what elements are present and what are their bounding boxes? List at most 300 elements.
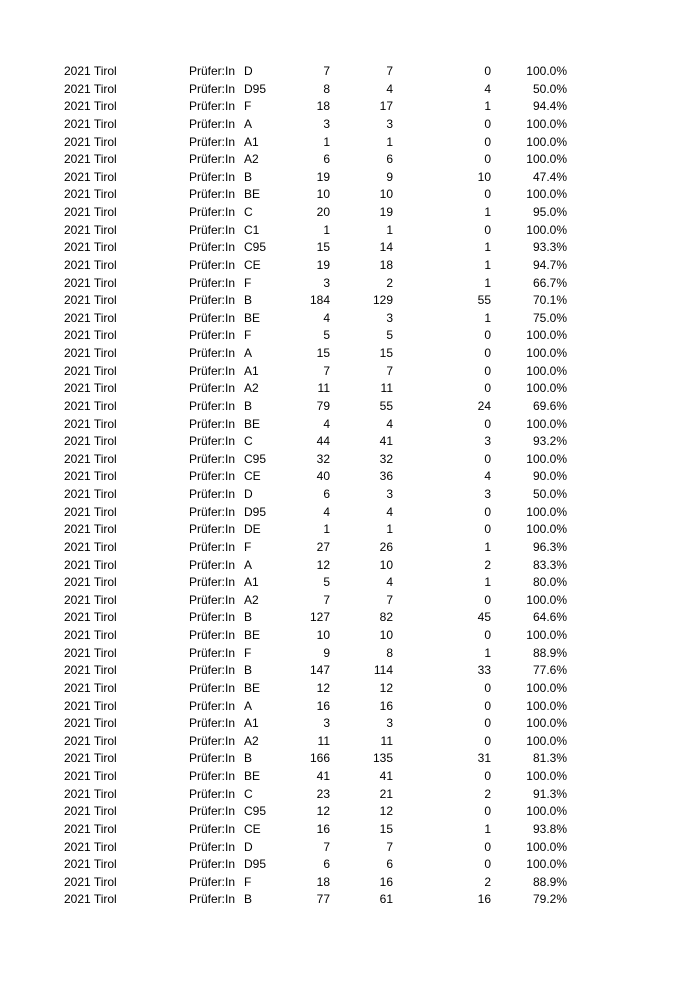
role-cell: Prüfer:In	[189, 839, 236, 854]
passed-count-cell: 3	[386, 487, 393, 501]
failed-count-cell: 0	[484, 592, 491, 607]
total-count-cell: 1	[323, 522, 330, 537]
year-text: 2021	[64, 804, 91, 819]
pass-rate-cell: 100.0%	[526, 328, 567, 343]
pass-rate-cell: 100.0%	[526, 680, 567, 695]
pass-rate-cell: 100.0%	[526, 152, 567, 167]
pass-rate-cell: 100.0%	[526, 716, 567, 731]
pass-rate-cell: 95.0%	[532, 205, 567, 219]
license-class-cell: DE	[244, 522, 261, 537]
passed-count-cell: 4	[386, 575, 393, 590]
year-region-cell	[64, 275, 117, 293]
failed-count-cell: 0	[484, 134, 491, 149]
table-row	[0, 733, 700, 751]
passed-count-cell: 19	[379, 205, 393, 219]
license-class-cell: F	[244, 99, 252, 114]
total-count-cell: 3	[323, 116, 330, 131]
total-count-cell: 12	[316, 680, 330, 695]
license-class-cell: A	[244, 698, 253, 713]
license-class-cell: CE	[244, 257, 261, 272]
region-text: Tirol	[93, 416, 117, 431]
region-text: Tirol	[93, 698, 117, 713]
year-text: 2021	[64, 575, 91, 590]
table-row	[0, 821, 700, 839]
year-text: 2021	[64, 892, 91, 907]
year-region-cell	[64, 504, 117, 522]
year-text: 2021	[64, 857, 91, 872]
passed-count-cell: 6	[386, 152, 393, 167]
total-count-cell: 27	[316, 539, 330, 554]
passed-count-cell: 12	[379, 804, 393, 819]
role-cell: Prüfer:In	[189, 346, 236, 360]
license-class-cell: A	[244, 116, 253, 131]
role-cell: Prüfer:In	[189, 363, 236, 378]
year-text: 2021	[64, 610, 91, 625]
license-class-cell: D95	[244, 504, 267, 519]
total-count-cell: 18	[316, 874, 330, 889]
passed-count-cell: 15	[379, 821, 393, 836]
region-text: Tirol	[93, 892, 117, 907]
passed-count-cell: 12	[379, 680, 393, 695]
passed-count-cell: 16	[379, 698, 393, 713]
failed-count-cell: 1	[484, 821, 491, 836]
year-region-cell	[64, 380, 117, 398]
table-row	[0, 380, 700, 398]
pass-rate-cell: 100.0%	[526, 769, 567, 783]
license-class-cell: B	[244, 610, 253, 625]
pass-rate-cell: 70.1%	[532, 293, 567, 308]
failed-count-cell: 0	[484, 680, 491, 695]
year-region-cell	[64, 239, 117, 257]
total-count-cell: 1	[323, 222, 330, 237]
role-cell: Prüfer:In	[189, 451, 236, 466]
year-text: 2021	[64, 769, 91, 783]
passed-count-cell: 18	[379, 257, 393, 272]
pass-rate-cell: 100.0%	[526, 381, 567, 396]
pass-rate-cell: 100.0%	[526, 857, 567, 872]
failed-count-cell: 1	[484, 275, 491, 290]
year-text: 2021	[64, 680, 91, 695]
pass-rate-cell: 96.3%	[532, 539, 567, 554]
region-text: Tirol	[93, 504, 117, 519]
pass-rate-cell: 75.0%	[532, 310, 567, 325]
year-text: 2021	[64, 416, 91, 431]
table-row	[0, 839, 700, 857]
year-text: 2021	[64, 557, 91, 572]
year-region-cell	[64, 874, 117, 892]
pass-rate-cell: 88.9%	[532, 874, 567, 889]
total-count-cell: 18	[316, 99, 330, 114]
table-row	[0, 715, 700, 733]
license-class-cell: B	[244, 293, 253, 308]
year-region-cell	[64, 310, 117, 328]
passed-count-cell: 55	[379, 398, 393, 413]
year-region-cell	[64, 327, 117, 345]
passed-count-cell: 2	[386, 275, 393, 290]
year-text: 2021	[64, 293, 91, 308]
year-region-cell	[64, 627, 117, 645]
region-text: Tirol	[93, 821, 117, 836]
role-cell: Prüfer:In	[189, 416, 236, 431]
year-text: 2021	[64, 539, 91, 554]
failed-count-cell: 55	[477, 293, 491, 308]
total-count-cell: 20	[316, 205, 330, 219]
table-row	[0, 504, 700, 522]
year-text: 2021	[64, 187, 91, 202]
license-class-cell: B	[244, 892, 253, 907]
passed-count-cell: 114	[373, 663, 393, 678]
region-text: Tirol	[93, 293, 117, 308]
pass-rate-cell: 91.3%	[532, 786, 567, 801]
role-cell: Prüfer:In	[189, 804, 236, 819]
role-cell: Prüfer:In	[189, 733, 236, 748]
license-class-cell: F	[244, 645, 252, 660]
failed-count-cell: 2	[484, 786, 491, 801]
failed-count-cell: 1	[484, 575, 491, 590]
failed-count-cell: 0	[484, 187, 491, 202]
role-cell: Prüfer:In	[189, 187, 236, 202]
license-class-cell: C	[244, 205, 253, 219]
license-class-cell: A1	[244, 716, 259, 731]
region-text: Tirol	[93, 81, 117, 96]
failed-count-cell: 1	[484, 257, 491, 272]
table-row	[0, 803, 700, 821]
pass-rate-cell: 50.0%	[532, 487, 567, 501]
role-cell: Prüfer:In	[189, 504, 236, 519]
region-text: Tirol	[93, 663, 117, 678]
license-class-cell: C	[244, 434, 253, 449]
table-row	[0, 521, 700, 539]
table-row	[0, 239, 700, 257]
year-text: 2021	[64, 222, 91, 237]
year-region-cell	[64, 521, 117, 539]
total-count-cell: 10	[316, 628, 330, 642]
failed-count-cell: 10	[477, 169, 491, 184]
license-class-cell: C95	[244, 240, 267, 255]
total-count-cell: 19	[316, 169, 330, 184]
year-text: 2021	[64, 240, 91, 255]
pass-rate-cell: 100.0%	[526, 187, 567, 202]
total-count-cell: 5	[323, 575, 330, 590]
total-count-cell: 1	[323, 134, 330, 149]
region-text: Tirol	[93, 187, 117, 202]
role-cell: Prüfer:In	[189, 257, 236, 272]
total-count-cell: 5	[323, 328, 330, 343]
role-cell: Prüfer:In	[189, 892, 236, 907]
year-text: 2021	[64, 169, 91, 184]
table-row	[0, 891, 700, 909]
passed-count-cell: 5	[386, 328, 393, 343]
year-text: 2021	[64, 81, 91, 96]
table-row	[0, 451, 700, 469]
region-text: Tirol	[93, 99, 117, 114]
table-row	[0, 116, 700, 134]
table-row	[0, 310, 700, 328]
total-count-cell: 19	[316, 257, 330, 272]
table-row	[0, 275, 700, 293]
table-row	[0, 63, 700, 81]
license-class-cell: BE	[244, 187, 261, 202]
role-cell: Prüfer:In	[189, 81, 236, 96]
passed-count-cell: 129	[372, 293, 393, 308]
license-class-cell: D	[244, 487, 253, 501]
table-row	[0, 662, 700, 680]
region-text: Tirol	[93, 557, 117, 572]
passed-count-cell: 41	[379, 769, 393, 783]
passed-count-cell: 82	[379, 610, 393, 625]
failed-count-cell: 0	[484, 522, 491, 537]
pass-rate-cell: 93.3%	[532, 240, 567, 255]
role-cell: Prüfer:In	[189, 328, 236, 343]
year-text: 2021	[64, 328, 91, 343]
license-class-cell: A1	[244, 134, 259, 149]
pass-rate-cell: 88.9%	[532, 645, 567, 660]
passed-count-cell: 10	[379, 628, 393, 642]
year-region-cell	[64, 557, 117, 575]
year-region-cell	[64, 345, 117, 363]
role-cell: Prüfer:In	[189, 575, 236, 590]
role-cell: Prüfer:In	[189, 592, 236, 607]
region-text: Tirol	[93, 363, 117, 378]
passed-count-cell: 4	[386, 81, 393, 96]
region-text: Tirol	[93, 522, 117, 537]
passed-count-cell: 61	[379, 892, 393, 907]
year-text: 2021	[64, 592, 91, 607]
role-cell: Prüfer:In	[189, 857, 236, 872]
year-region-cell	[64, 680, 117, 698]
table-row	[0, 204, 700, 222]
passed-count-cell: 135	[372, 751, 393, 766]
license-class-cell: B	[244, 663, 253, 678]
region-text: Tirol	[93, 169, 117, 184]
pass-rate-cell: 47.4%	[532, 169, 567, 184]
year-region-cell	[64, 451, 117, 469]
total-count-cell: 9	[323, 645, 330, 660]
year-region-cell	[64, 222, 117, 240]
total-count-cell: 7	[323, 592, 330, 607]
year-text: 2021	[64, 786, 91, 801]
region-text: Tirol	[93, 716, 117, 731]
passed-count-cell: 1	[386, 522, 393, 537]
year-text: 2021	[64, 152, 91, 167]
year-region-cell	[64, 803, 117, 821]
year-text: 2021	[64, 134, 91, 149]
failed-count-cell: 0	[484, 451, 491, 466]
passed-count-cell: 11	[380, 733, 393, 748]
failed-count-cell: 0	[484, 346, 491, 360]
region-text: Tirol	[93, 575, 117, 590]
year-region-cell	[64, 486, 117, 504]
passed-count-cell: 14	[379, 240, 393, 255]
license-class-cell: B	[244, 398, 253, 413]
role-cell: Prüfer:In	[189, 821, 236, 836]
table-row	[0, 186, 700, 204]
role-cell: Prüfer:In	[189, 205, 236, 219]
role-cell: Prüfer:In	[189, 310, 236, 325]
pass-rate-cell: 100.0%	[526, 839, 567, 854]
region-text: Tirol	[93, 434, 117, 449]
table-row	[0, 592, 700, 610]
role-cell: Prüfer:In	[189, 557, 236, 572]
pass-rate-cell: 100.0%	[526, 628, 567, 642]
failed-count-cell: 2	[484, 557, 491, 572]
region-text: Tirol	[93, 680, 117, 695]
total-count-cell: 12	[316, 804, 330, 819]
total-count-cell: 10	[316, 187, 330, 202]
table-row	[0, 134, 700, 152]
total-count-cell: 79	[316, 398, 330, 413]
year-text: 2021	[64, 205, 91, 219]
failed-count-cell: 1	[484, 205, 491, 219]
year-region-cell	[64, 662, 117, 680]
pass-rate-cell: 100.0%	[526, 363, 567, 378]
failed-count-cell: 1	[484, 539, 491, 554]
data-table	[0, 63, 700, 909]
passed-count-cell: 26	[379, 539, 393, 554]
total-count-cell: 147	[309, 663, 330, 678]
table-row	[0, 856, 700, 874]
year-region-cell	[64, 574, 117, 592]
year-text: 2021	[64, 346, 91, 360]
failed-count-cell: 2	[484, 874, 491, 889]
year-text: 2021	[64, 628, 91, 642]
year-region-cell	[64, 768, 117, 786]
license-class-cell: A	[244, 557, 253, 572]
region-text: Tirol	[93, 310, 117, 325]
table-row	[0, 574, 700, 592]
role-cell: Prüfer:In	[189, 99, 236, 114]
total-count-cell: 16	[316, 821, 330, 836]
failed-count-cell: 0	[484, 698, 491, 713]
role-cell: Prüfer:In	[189, 293, 236, 308]
total-count-cell: 3	[323, 275, 330, 290]
year-region-cell	[64, 856, 117, 874]
failed-count-cell: 4	[484, 81, 491, 96]
license-class-cell: C1	[244, 222, 260, 237]
license-class-cell: CE	[244, 821, 261, 836]
failed-count-cell: 0	[484, 381, 491, 396]
year-region-cell	[64, 204, 117, 222]
region-text: Tirol	[93, 469, 117, 484]
role-cell: Prüfer:In	[189, 716, 236, 731]
year-text: 2021	[64, 398, 91, 413]
year-region-cell	[64, 698, 117, 716]
license-class-cell: CE	[244, 469, 261, 484]
year-region-cell	[64, 116, 117, 134]
pass-rate-cell: 100.0%	[526, 416, 567, 431]
total-count-cell: 41	[316, 769, 330, 783]
license-class-cell: A2	[244, 152, 259, 167]
table-row	[0, 680, 700, 698]
failed-count-cell: 1	[484, 240, 491, 255]
role-cell: Prüfer:In	[189, 663, 236, 678]
region-text: Tirol	[93, 398, 117, 413]
region-text: Tirol	[93, 134, 117, 149]
region-text: Tirol	[93, 451, 117, 466]
table-row	[0, 645, 700, 663]
total-count-cell: 77	[316, 892, 330, 907]
total-count-cell: 184	[309, 293, 330, 308]
failed-count-cell: 0	[484, 328, 491, 343]
total-count-cell: 8	[323, 81, 330, 96]
total-count-cell: 6	[323, 152, 330, 167]
license-class-cell: B	[244, 751, 253, 766]
pass-rate-cell: 93.8%	[532, 821, 567, 836]
year-text: 2021	[64, 821, 91, 836]
total-count-cell: 12	[316, 557, 330, 572]
pass-rate-cell: 83.3%	[532, 557, 567, 572]
pass-rate-cell: 100.0%	[526, 504, 567, 519]
failed-count-cell: 0	[484, 733, 491, 748]
pass-rate-cell: 100.0%	[526, 64, 567, 78]
region-text: Tirol	[93, 733, 117, 748]
pass-rate-cell: 81.3%	[532, 751, 567, 766]
year-text: 2021	[64, 310, 91, 325]
region-text: Tirol	[93, 381, 117, 396]
region-text: Tirol	[93, 539, 117, 554]
license-class-cell: F	[244, 328, 252, 343]
passed-count-cell: 7	[386, 839, 393, 854]
year-text: 2021	[64, 99, 91, 114]
total-count-cell: 40	[316, 469, 330, 484]
license-class-cell: BE	[244, 416, 261, 431]
role-cell: Prüfer:In	[189, 434, 236, 449]
license-class-cell: F	[244, 539, 252, 554]
failed-count-cell: 1	[484, 99, 491, 114]
license-class-cell: A2	[244, 733, 259, 748]
pass-rate-cell: 50.0%	[532, 81, 567, 96]
total-count-cell: 11	[317, 381, 330, 396]
region-text: Tirol	[93, 205, 117, 219]
table-row	[0, 416, 700, 434]
table-row	[0, 609, 700, 627]
year-region-cell	[64, 891, 117, 909]
passed-count-cell: 10	[379, 557, 393, 572]
year-text: 2021	[64, 716, 91, 731]
table-row	[0, 433, 700, 451]
year-text: 2021	[64, 275, 91, 290]
passed-count-cell: 36	[379, 469, 393, 484]
region-text: Tirol	[93, 346, 117, 360]
pass-rate-cell: 100.0%	[526, 733, 567, 748]
region-text: Tirol	[93, 804, 117, 819]
role-cell: Prüfer:In	[189, 116, 236, 131]
failed-count-cell: 45	[477, 610, 491, 625]
passed-count-cell: 15	[379, 346, 393, 360]
pass-rate-cell: 64.6%	[532, 610, 567, 625]
year-text: 2021	[64, 381, 91, 396]
total-count-cell: 3	[323, 716, 330, 731]
license-class-cell: B	[244, 169, 253, 184]
passed-count-cell: 6	[386, 857, 393, 872]
license-class-cell: A1	[244, 363, 259, 378]
license-class-cell: C95	[244, 804, 267, 819]
failed-count-cell: 0	[484, 504, 491, 519]
region-text: Tirol	[93, 116, 117, 131]
year-region-cell	[64, 292, 117, 310]
license-class-cell: C95	[244, 451, 267, 466]
license-class-cell: BE	[244, 310, 261, 325]
table-row	[0, 257, 700, 275]
passed-count-cell: 32	[379, 451, 393, 466]
pass-rate-cell: 94.4%	[532, 99, 567, 114]
failed-count-cell: 31	[477, 751, 491, 766]
pass-rate-cell: 93.2%	[532, 434, 567, 449]
role-cell: Prüfer:In	[189, 522, 236, 537]
license-class-cell: A1	[244, 575, 259, 590]
pass-rate-cell: 100.0%	[526, 222, 567, 237]
pass-rate-cell: 100.0%	[526, 522, 567, 537]
